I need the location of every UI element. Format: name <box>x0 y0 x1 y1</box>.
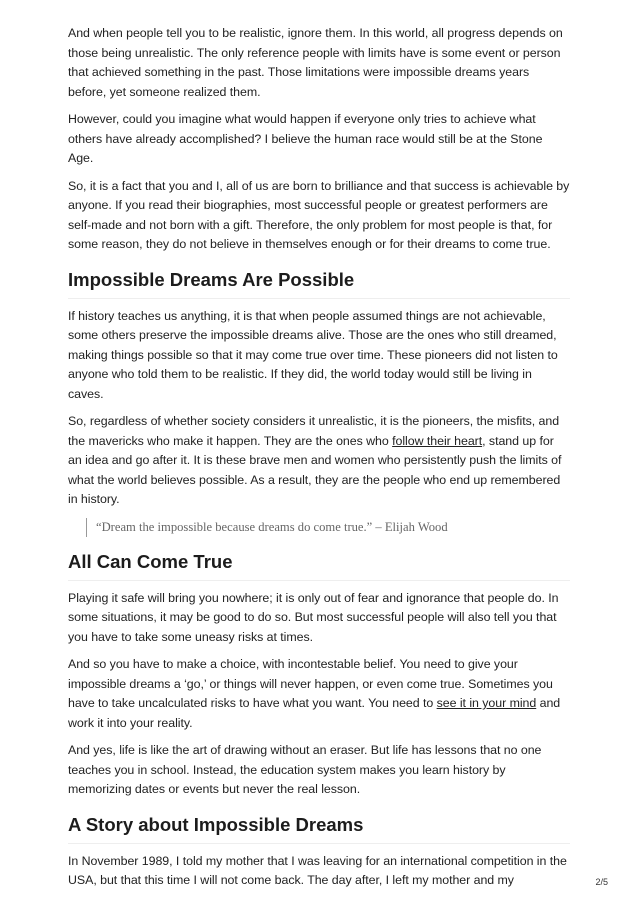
paragraph-make-a-choice <box>68 655 570 733</box>
paragraph-realistic: And when people tell you to be realistic, ignore them. In this world, all progress depends on those being unrealistic. The only reference people with limits have is some event or person that achieved something in the past. Those limitations were impossible dreams years before, yet someone realized them. <box>68 26 563 99</box>
paragraph-drawing-without-eraser: And yes, life is like the art of drawing without an eraser. But life has lessons that no one teaches you in school. Instead, the education system makes you learn history by memorizing dates or events but never the real lesson. <box>68 743 542 796</box>
page-number: 2/5 <box>595 877 608 887</box>
paragraph-stone-age: However, could you imagine what would happen if everyone only tries to achieve what others have already accomplished? I believe the human race would still be at the Stone Age. <box>68 112 543 165</box>
paragraph-playing-safe: Playing it safe will bring you nowhere; it is only out of fear and ignorance that people do. In some situations, it may be good to do so. But most successful people will also tell you that you have to take some uneasy risks at times. <box>68 590 559 644</box>
paragraph-november-1989: In November 1989, I told my mother that I was leaving for an international competition in the USA, but that this time I will not come back. The day after, I left my mother and my <box>68 853 567 887</box>
heading-impossible-dreams-are-possible: Impossible Dreams Are Possible <box>68 269 570 299</box>
elijah-wood-quote: “Dream the impossible because dreams do come true.” – Elijah Wood <box>86 518 570 537</box>
heading-all-can-come-true: All Can Come True <box>68 551 570 581</box>
paragraph-pioneers <box>68 412 570 510</box>
paragraph-born-to-brilliance: So, it is a fact that you and I, all of us are born to brilliance and that success is achievable by anyone. If you read their biographies, most successful people or greatest performers are self-made and not born with a gift. Therefore, the only problem for most people is that, for some reason, they do not believe in themselves enough or for their dreams to come true. <box>68 178 570 251</box>
paragraph-pioneers-text-before: So, regardless of whether society considers it unrealistic, it is the pioneers, the misfits, and the mavericks who make it happen. They are the ones who <box>68 414 560 448</box>
paragraph-choice-text-after: and work it into your reality. <box>68 696 561 730</box>
paragraph-history-teaches: If history teaches us anything, it is that when people assumed things are not achievable, some others preserve the impossible dreams alive. Those are the ones who still dreamed, making things possible so that it may come true over time. These pioneers did not listen to anyone who told them to be realistic. If they did, the world today would still be living in caves. <box>68 308 558 401</box>
follow-their-heart-link[interactable]: follow their heart <box>392 433 483 448</box>
paragraph-choice-text-before: And so you have to make a choice, with incontestable belief. You need to give your impossible dreams a ‘go,’ or things will never happen, or even come true. Sometimes you have to take uncalculated risks to have what you want. You need to <box>68 657 553 710</box>
article-body <box>68 24 570 899</box>
see-it-in-your-mind-link[interactable]: see it in your mind <box>436 696 537 710</box>
paragraph-pioneers-text-after: , stand up for an idea and go after it. It is these brave men and women who persistently push the limits of what the world believes possible. As a result, they are the people who end up remembered in history. <box>68 433 562 506</box>
heading-story-about-impossible-dreams: A Story about Impossible Dreams <box>68 814 570 844</box>
